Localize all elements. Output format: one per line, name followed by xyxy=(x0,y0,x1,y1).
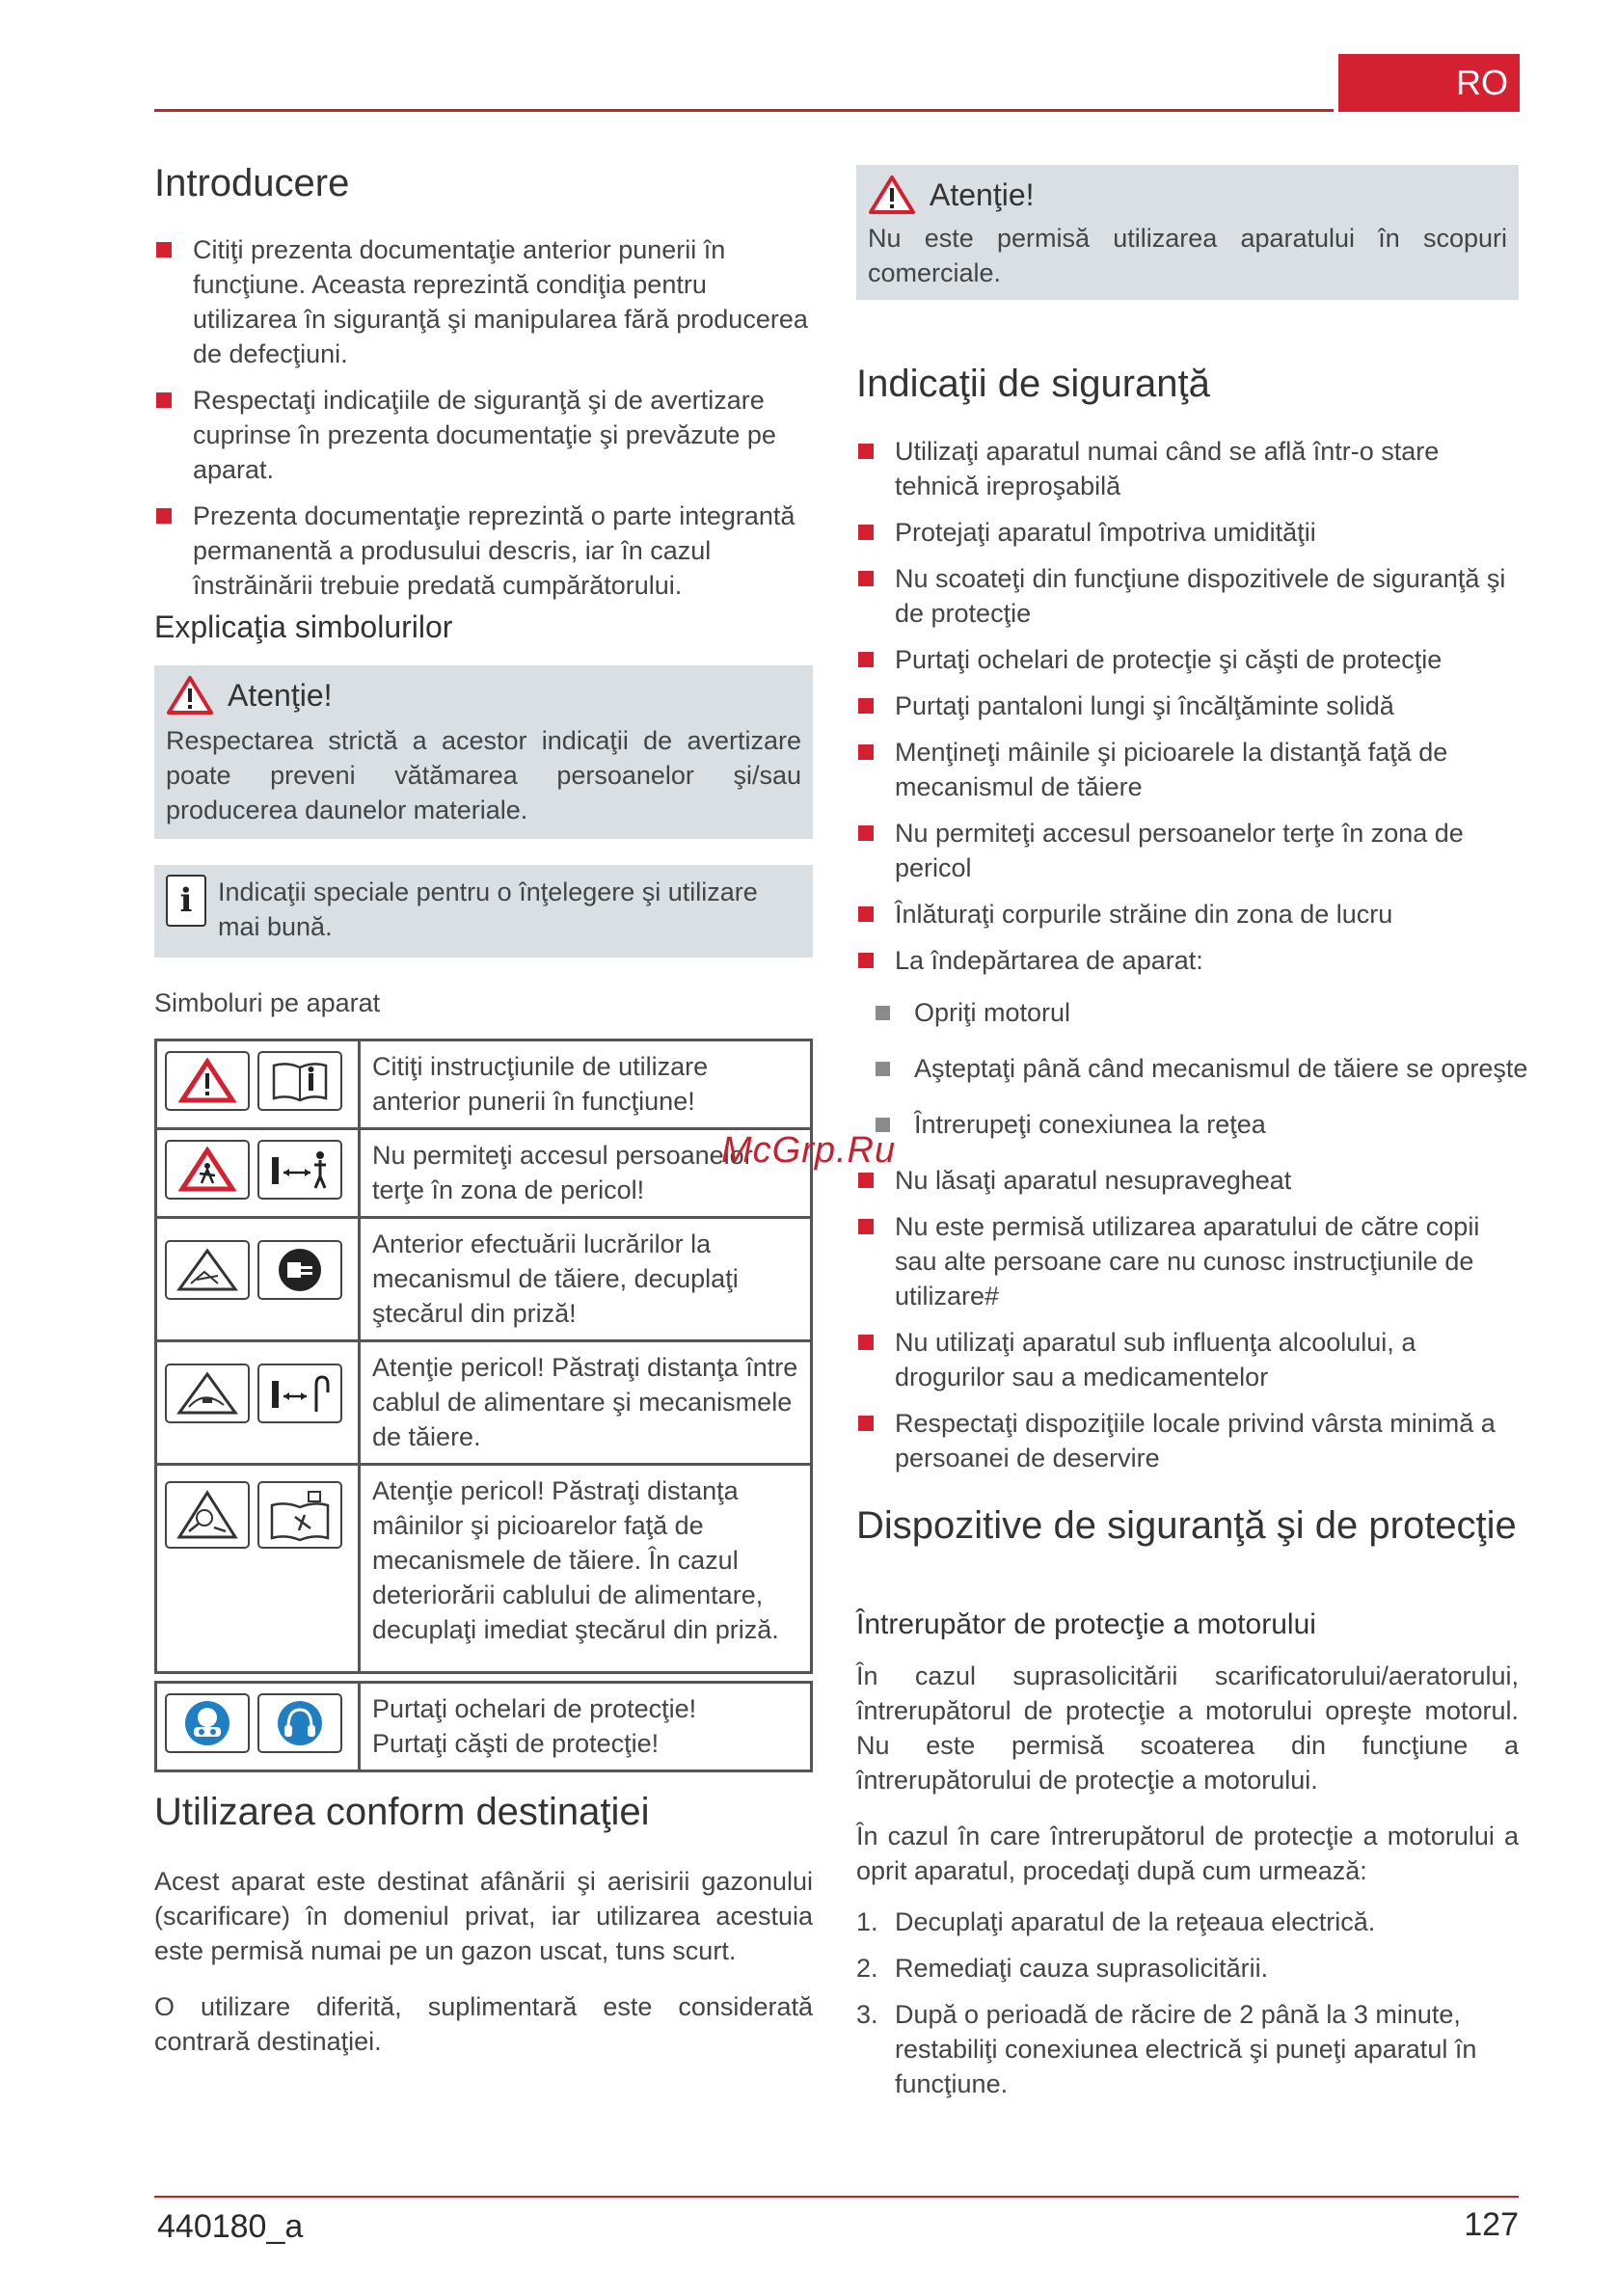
list-item: Nu este permisă utilizarea aparatului de către copii sau alte persoane care nu cunosc instrucţiunile de utilizare# xyxy=(856,1209,1519,1313)
commercial-warning-box xyxy=(856,165,1519,300)
safety-list-continued xyxy=(856,1163,1519,1487)
document-number: 440180_a xyxy=(157,2208,304,2245)
devices-paragraph-1: În cazul suprasolicitării scarificatorului/aeratorului, întrerupătorul de protecţie a motorului opreşte motorul. Nu este permisă scoaterea din funcţiune a întrerupătorului de protecţie a motorului. xyxy=(856,1661,1519,1795)
list-item: 1. Decuplaţi aparatul de la reţeaua electrică. xyxy=(856,1907,1376,1936)
list-item: Respectaţi dispoziţiile locale privind vârsta minimă a persoanei de deservire xyxy=(856,1406,1519,1475)
info-text: Indicaţii speciale pentru o înţelegere şi utilizare mai bună. xyxy=(218,878,758,941)
ear-protection-text: Purtaţi căşti de protecţie! xyxy=(372,1729,660,1758)
devices-title: Dispozitive de siguranţă şi de protecţie xyxy=(856,1504,1517,1547)
list-item: Menţineţi mâinile şi picioarele la distanţă faţă de mecanismul de tăiere xyxy=(856,735,1519,804)
list-item: 2. Remediaţi cauza suprasolicitării. xyxy=(856,1954,1269,1983)
list-item: Opriţi motorul xyxy=(876,995,1538,1030)
safety-list xyxy=(856,434,1519,989)
bullet-square-icon xyxy=(858,444,874,459)
bullet-square-icon xyxy=(858,571,874,586)
intro-title: Introducere xyxy=(154,162,350,204)
table-row: Atenţie pericol! Păstraţi distanţa între cablul de alimentare şi mecanismele de tăiere. xyxy=(156,1341,812,1465)
list-item: Protejaţi aparatul împotriva umidităţii xyxy=(856,515,1519,550)
list-item: Nu lăsaţi aparatul nesupravegheat xyxy=(856,1163,1519,1198)
cable-distance-icon xyxy=(257,1364,342,1423)
usage-paragraph-1: Acest aparat este destinat afânării şi aerisirii gazonului (scarificare) în domeniul privat, iar utilizarea acestuia este permisă numai pe un gazon uscat, tuns scurt. xyxy=(154,1867,813,1965)
bullet-square-icon xyxy=(156,508,172,524)
steps-list xyxy=(856,1904,1519,2113)
bullet-square-icon xyxy=(858,825,874,841)
list-item: Purtaţi ochelari de protecţie şi căşti de protecţie xyxy=(856,642,1519,677)
bullet-square-icon xyxy=(156,392,172,408)
table-row: Atenţie pericol! Păstraţi distanţa mâinilor şi picioarelor faţă de mecanismele de tăiere. În cazul deteriorării cablului de alimentare, decuplaţi imediat ştecărul din priză. xyxy=(156,1465,812,1673)
warning-box xyxy=(154,665,813,839)
bullet-square-icon xyxy=(876,1006,890,1020)
warning-triangle-icon xyxy=(868,175,916,215)
list-item: Nu permiteţi accesul persoanelor terţe în zona de pericol xyxy=(856,816,1519,885)
language-tab: RO xyxy=(1338,54,1520,112)
warning-title: Atenţie! xyxy=(930,176,1035,212)
list-item: Citiţi prezenta documentaţie anterior punerii în funcţiune. Aceasta reprezintă condiţia pentru utilizarea în siguranţă şi manipularea fără producerea de defecţiuni. xyxy=(154,232,813,371)
list-item: Întrerupeţi conexiunea la reţea xyxy=(876,1107,1538,1142)
bullet-square-icon xyxy=(858,953,874,968)
unplug-manual-icon xyxy=(257,1481,342,1549)
cutting-hazard-icon xyxy=(165,1240,250,1300)
safety-sublist xyxy=(856,995,1538,1163)
bullet-square-icon xyxy=(858,525,874,540)
device-symbols-title: Simboluri pe aparat xyxy=(154,988,381,1017)
list-item: Nu utilizaţi aparatul sub influenţa alcoolului, a drogurilor sau a medicamentelor xyxy=(856,1325,1519,1394)
ppe-table xyxy=(154,1681,813,1772)
page-number: 127 xyxy=(1464,2206,1519,2243)
bullet-square-icon xyxy=(858,1335,874,1350)
info-box xyxy=(154,865,813,958)
bullet-square-icon xyxy=(858,652,874,667)
devices-paragraph-2: În cazul în care întrerupătorul de protecţie a motorului a oprit aparatul, procedaţi după cum urmează: xyxy=(856,1822,1519,1885)
bullet-square-icon xyxy=(876,1062,890,1076)
bullet-square-icon xyxy=(858,906,874,922)
list-item: Purtaţi pantaloni lungi şi încălţăminte solidă xyxy=(856,689,1519,723)
ear-protection-icon xyxy=(257,1693,342,1753)
hand-foot-hazard-icon xyxy=(165,1481,250,1549)
list-item: 3. După o perioadă de răcire de 2 până la 3 minute, restabiliţi conexiunea electrică şi puneţi aparatul în funcţiune. xyxy=(856,2000,1477,2098)
intro-list xyxy=(154,232,813,614)
bullet-square-icon xyxy=(156,242,172,257)
hazard-person-icon xyxy=(165,1140,250,1200)
list-item: Prezenta documentaţie reprezintă o parte integrantă permanentă a produsului descris, iar în cazul înstrăinării trebuie predată cumpărătorului. xyxy=(154,499,813,603)
bullet-square-icon xyxy=(858,1173,874,1188)
goggles-text: Purtaţi ochelari de protecţie! xyxy=(372,1694,697,1723)
list-item: La îndepărtarea de aparat: xyxy=(856,943,1519,978)
goggles-mandatory-icon xyxy=(165,1693,250,1753)
warning-triangle-icon xyxy=(165,1051,250,1111)
list-item: Respectaţi indicaţiile de siguranţă şi de avertizare cuprinse în prezenta documentaţie şi prevăzute pe aparat. xyxy=(154,383,813,487)
watermark-text: McGrp.Ru xyxy=(721,1130,897,1171)
list-item: Utilizaţi aparatul numai când se află într-o stare tehnică ireproşabilă xyxy=(856,434,1519,503)
table-row: Citiţi instrucţiunile de utilizare anterior punerii în funcţiune! xyxy=(156,1040,812,1129)
safety-title: Indicaţii de siguranţă xyxy=(856,363,1210,405)
bullet-square-icon xyxy=(858,1219,874,1234)
list-item: Nu scoateţi din funcţiune dispozitivele de siguranţă şi de protecţie xyxy=(856,561,1519,631)
usage-paragraph-2: O utilizare diferită, suplimentară este considerată contrară destinaţiei. xyxy=(154,1992,813,2056)
manual-book-icon xyxy=(257,1051,342,1111)
warning-text: Nu este permisă utilizarea aparatului în scopuri comerciale. xyxy=(868,224,1507,287)
list-item: Aşteptaţi până când mecanismul de tăiere se opreşte xyxy=(876,1051,1538,1086)
usage-title: Utilizarea conform destinaţiei xyxy=(154,1791,650,1833)
motor-switch-title: Întrerupător de protecţie a motorului xyxy=(856,1608,1316,1640)
table-row: Anterior efectuării lucrărilor la mecanismul de tăiere, decuplaţi ştecărul din priză! xyxy=(156,1218,812,1341)
header-rule xyxy=(154,109,1334,112)
bullet-square-icon xyxy=(858,698,874,714)
warning-title: Atenţie! xyxy=(228,677,333,713)
table-row xyxy=(156,1683,812,1771)
bullet-square-icon xyxy=(858,744,874,760)
table-row: Nu permiteţi accesul persoanelor terţe în zona de pericol! xyxy=(156,1129,812,1218)
list-item: Înlăturaţi corpurile străine din zona de lucru xyxy=(856,897,1519,932)
bullet-square-icon xyxy=(858,1416,874,1431)
unplug-icon xyxy=(257,1240,342,1300)
symbols-table xyxy=(154,1039,813,1674)
info-icon: i xyxy=(166,875,206,927)
cable-hazard-icon xyxy=(165,1364,250,1423)
warning-text: Respectarea strictă a acestor indicaţii de avertizare poate preveni vătămarea persoanelor şi/sau producerea daunelor materiale. xyxy=(166,726,801,824)
footer-rule xyxy=(154,2196,1519,2198)
symbols-title: Explicaţia simbolurilor xyxy=(154,609,453,644)
warning-triangle-icon xyxy=(166,675,214,716)
keep-distance-icon xyxy=(257,1140,342,1200)
